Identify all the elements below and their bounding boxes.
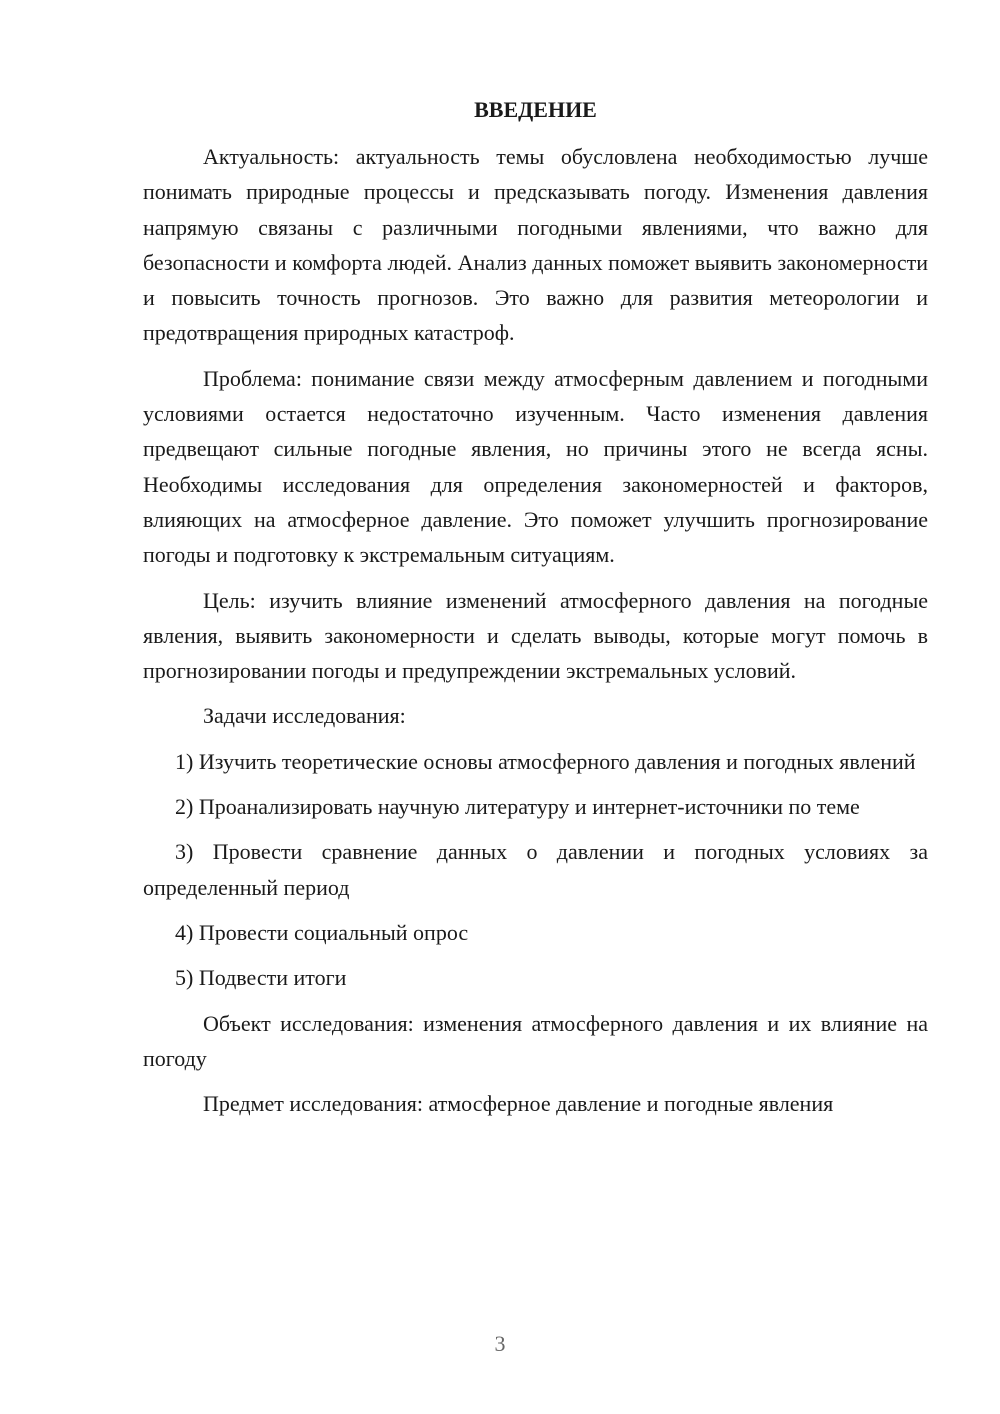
paragraph-goal: Цель: изучить влияние изменений атмосферного давления на погодные явления, выявить закономерности и сделать выводы, которые могут помочь в прогнозировании погоды и предупреждении экстремальных условий. xyxy=(143,587,928,684)
task-item: 4) Провести социальный опрос xyxy=(175,919,469,945)
page-number: 3 xyxy=(494,1331,506,1356)
paragraph-object: Объект исследования: изменения атмосферного давления и их влияние на погоду xyxy=(143,1010,928,1071)
document-page xyxy=(143,92,928,1131)
task-item: 5) Подвести итоги xyxy=(175,965,347,991)
task-item: 3) Провести сравнение данных о давлении и погодных условиях за определенный период xyxy=(143,839,928,900)
task-item: 2) Проанализировать научную литературу и интернет-источники по теме xyxy=(175,794,860,820)
task-item: 1) Изучить теоретические основы атмосферного давления и погодных явлений xyxy=(175,748,916,774)
paragraph-subject: Предмет исследования: атмосферное давление и погодные явления xyxy=(203,1091,834,1117)
paragraph-relevance: Актуальность: актуальность темы обусловлена необходимостью лучше понимать природные процессы и предсказывать погоду. Изменения давления напрямую связаны с различными погодными явлениями, что важно для безопасности и комфорта людей. Анализ данных поможет выявить закономерности и повысить точность прогнозов. Это важно для развития метеорологии и предотвращения природных катастроф. xyxy=(143,144,928,346)
page-title: ВВЕДЕНИЕ xyxy=(474,97,597,122)
paragraph-problem: Проблема: понимание связи между атмосферным давлением и погодными условиями остается недостаточно изученным. Часто изменения давления предвещают сильные погодные явления, но причины этого не всегда ясны. Необходимы исследования для определения закономерностей и факторов, влияющих на атмосферное давление. Это поможет улучшить прогнозирование погоды и подготовку к экстремальным ситуациям. xyxy=(143,365,928,568)
tasks-heading: Задачи исследования: xyxy=(203,703,406,729)
